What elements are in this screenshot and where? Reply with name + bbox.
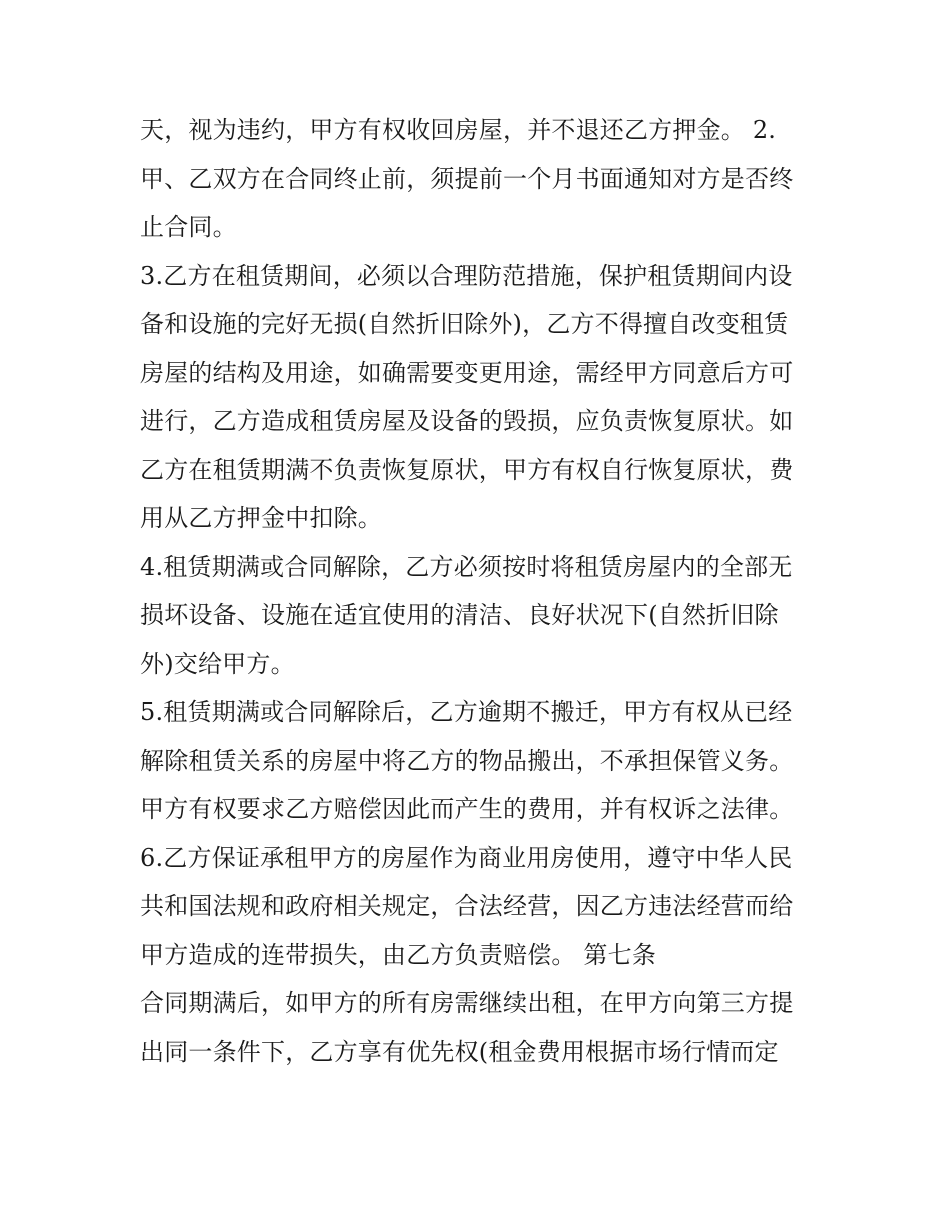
text-line: 甲、乙双方在合同终止前，须提前一个月书面通知对方是否终 [140,164,794,193]
text-line: 损坏设备、设施在适宜使用的清洁、良好状况下(自然折旧除 [140,601,779,629]
text-line: 解除租赁关系的房屋中将乙方的物品搬出，不承担保管义务。 [140,746,794,775]
text-line: 房屋的结构及用途，如确需要变更用途，需经甲方同意后方可 [140,358,794,387]
text-line: 甲方有权要求乙方赔偿因此而产生的费用，并有权诉之法律。 [140,795,794,823]
text-line: 合同期满后，如甲方的所有房需继续出租，在甲方向第三方提 [140,989,794,1017]
text-line: 5.租赁期满或合同解除后，乙方逾期不搬迁，甲方有权从已经 [140,698,793,726]
text-line: 进行，乙方造成租赁房屋及设备的毁损，应负责恢复原状。如 [140,407,794,435]
text-line: 乙方在租赁期满不负责恢复原状，甲方有权自行恢复原状，费 [140,455,794,484]
text-line: 4.租赁期满或合同解除，乙方必须按时将租赁房屋内的全部无 [140,552,793,581]
text-line: 出同一条件下，乙方享有优先权(租金费用根据市场行情而定 [140,1037,779,1066]
text-line: 甲方造成的连带损失，由乙方负责赔偿。 第七条 [140,940,657,969]
text-line: 6.乙方保证承租甲方的房屋作为商业用房使用，遵守中华人民 [140,843,793,872]
text-line: 3.乙方在租赁期间，必须以合理防范措施，保护租赁期间内设 [140,261,793,290]
text-line: 止合同。 [140,213,237,241]
text-line: 天，视为违约，甲方有权收回房屋，并不退还乙方押金。 2. [140,116,777,144]
text-line: 外)交给甲方。 [140,649,295,678]
contract-text [140,106,830,1076]
text-line: 备和设施的完好无损(自然折旧除外)，乙方不得擅自改变租赁 [140,310,789,338]
text-line: 用从乙方押金中扣除。 [140,504,382,532]
text-line: 共和国法规和政府相关规定，合法经营，因乙方违法经营而给 [140,892,794,920]
